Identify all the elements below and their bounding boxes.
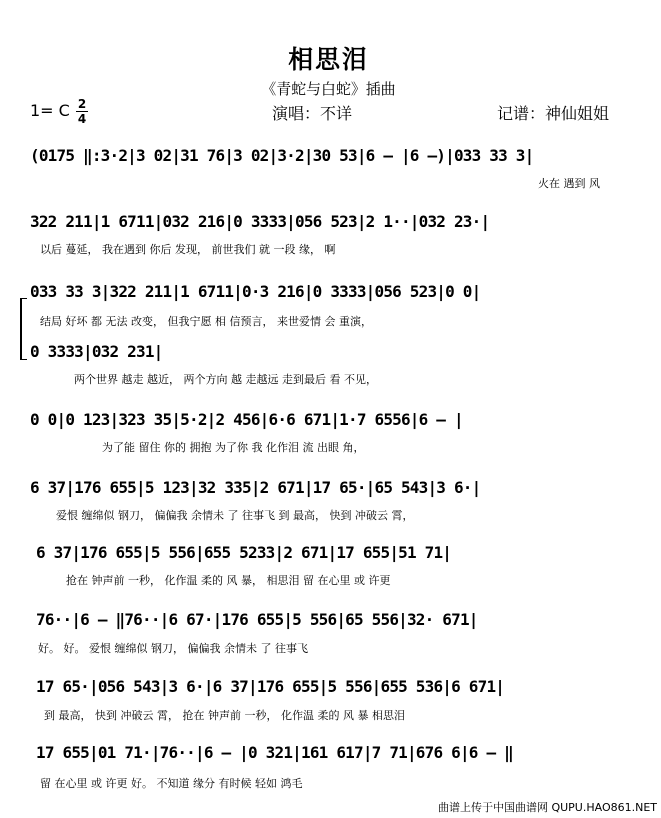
singer-credit: 演唱：不详 [272, 104, 353, 123]
score-line-8-notes: 76··|6 – ‖76··|6 67·|176 655|5 556|65 556|32· 671| [36, 610, 478, 629]
score-line-1-notes: (0175 ‖:3·2|3 02|31 76|3 02|3·2|30 53|6 – |6 –)|033 33 3| [30, 146, 534, 165]
watermark: 曲谱上传于中国曲谱网 QUPU.HAO861.NET [437, 801, 657, 814]
key-signature: 1= C [30, 101, 70, 120]
score-line-10-lyrics: 留 在心里 或 许更 好。 不知道 缘分 有时候 轻如 鸿毛 [40, 777, 303, 790]
score-line-6-notes: 6 37|176 655|5 123|32 335|2 671|17 65·|65 543|3 6·| [30, 478, 481, 497]
transcriber-credit: 记谱：神仙姐姐 [497, 104, 610, 123]
score-line-5-lyrics: 为了能 留住 你的 拥抱 为了你 我 化作泪 流 出眼 角， [102, 441, 365, 454]
score-line-4-notes: 0 3333|032 231| [30, 342, 163, 361]
score-line-4-lyrics: 两个世界 越走 越近， 两个方向 越 走越远 走到最后 看 不见， [74, 373, 377, 386]
score-line-9-notes: 17 65·|056 543|3 6·|6 37|176 655|5 556|655 536|6 671| [36, 677, 505, 696]
score-line-3-notes: 033 33 3|322 211|1 6711|0·3 216|0 3333|056 523|0 0| [30, 282, 481, 301]
time-signature-top: 2 [77, 97, 87, 111]
song-subtitle: 《青蛇与白蛇》插曲 [261, 80, 396, 98]
time-signature-bottom: 4 [77, 112, 87, 126]
time-signature [76, 98, 88, 125]
score-line-8-lyrics: 好。 好。 爱恨 缠绵似 钢刀， 偏偏我 余情未 了 往事飞 [38, 642, 308, 655]
system-brace [20, 298, 27, 360]
score-line-1-lyrics: 火在 遇到 风 [538, 177, 600, 190]
song-title: 相思泪 [288, 45, 369, 74]
score-line-5-notes: 0 0|0 123|323 35|5·2|2 456|6·6 671|1·7 6556|6 – | [30, 410, 463, 429]
score-line-3-lyrics: 结局 好坏 都 无法 改变， 但我宁愿 相 信预言， 来世爱情 会 重演， [40, 315, 372, 328]
score-line-10-notes: 17 655|01 71·|76··|6 – |0 321|161 617|7 71|676 6|6 – ‖ [36, 743, 513, 762]
score-line-2-lyrics: 以后 蔓延， 我在遇到 你后 发现， 前世我们 就 一段 缘， 啊 [40, 243, 336, 256]
score-line-9-lyrics: 到 最高， 快到 冲破云 霄， 抢在 钟声前 一秒， 化作温 柔的 风 暴 相思泪 [44, 709, 405, 722]
score-line-2-notes: 322 211|1 6711|032 216|0 3333|056 523|2 1··|032 23·| [30, 212, 490, 231]
score-line-7-notes: 6 37|176 655|5 556|655 5233|2 671|17 655|51 71| [36, 543, 452, 562]
score-line-7-lyrics: 抢在 钟声前 一秒， 化作温 柔的 风 暴， 相思泪 留 在心里 或 许更 [66, 574, 391, 587]
score-line-6-lyrics: 爱恨 缠绵似 钢刀， 偏偏我 余情未 了 往事飞 到 最高， 快到 冲破云 霄， [56, 509, 414, 522]
